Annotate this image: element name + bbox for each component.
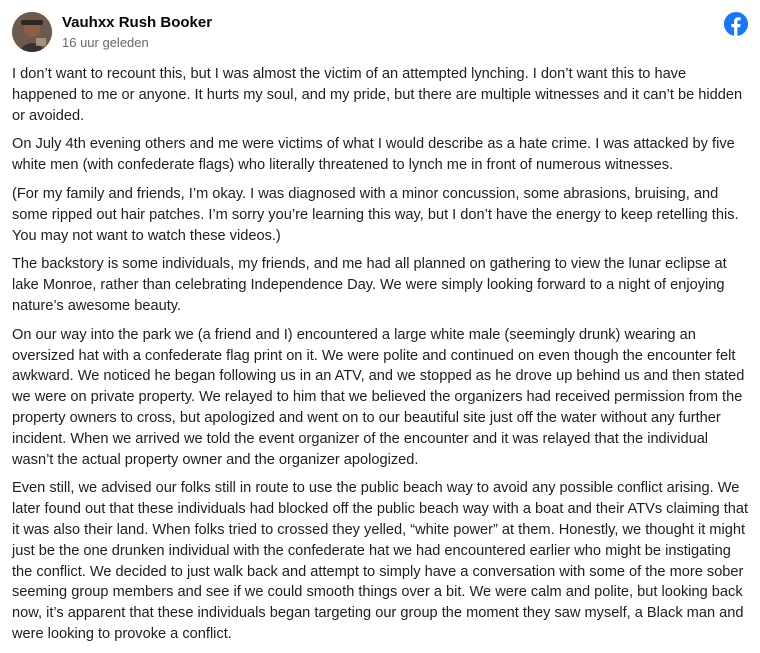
post-paragraph: On July 4th evening others and me were victims of what I would describe as a hate crime. I was attacked by five white men (with confederate flags) who literally threatened to lynch me in front of numerous witnesses.: [12, 136, 735, 174]
avatar-image: [12, 12, 52, 52]
post-paragraph: Even still, we advised our folks still in route to use the public beach way to avoid any possible conflict arising. We later found out that these individuals had blocked off the public beach way with a boat and their ATVs claiming that it was also their land. When folks tried to crossed they yelled, “white power” at them. Honestly, we thought it might just be the one drunken individual with the confederate hat we had encountered earlier who might be instigating the conflict. We decided to just walk back and attempt to simply have a conversation with some of the more sober seeming group members and see if we could smooth things over a bit. We were calm and polite, but looking back now, it’s apparent that these individuals began targeting our group the moment they saw myself, a Black man and were looking to provoke a conflict.: [12, 480, 749, 642]
facebook-icon[interactable]: [724, 12, 748, 36]
post-paragraph: I don’t want to recount this, but I was almost the victim of an attempted lynching. I don’t want this to have happened to me or anyone. It hurts my soul, and my pride, but there are multiple witnesses and it can’t be hidden or avoided.: [12, 66, 743, 124]
post-paragraph: On our way into the park we (a friend and I) encountered a large white male (seemingly drunk) wearing an oversized hat with a confederate flag print on it. We were polite and continued on even though the encounter felt awkward. We noticed he began following us in an ATV, and we stopped as he drove up behind us and then stated we were on private property. We relayed to him that we believed the organizers had received permission from the property owners to cross, but apologized and went on to our beautiful site just off the water without any further incident. When we arrived we told the event organizer of the encounter and it was relayed that the individual wasn’t the actual property owner and the organizer apologized.: [12, 326, 745, 468]
post-timestamp[interactable]: 16 uur geleden: [62, 35, 149, 50]
author-avatar[interactable]: [12, 12, 52, 52]
post-header: [12, 12, 748, 54]
post-paragraph: (For my family and friends, I’m okay. I was diagnosed with a minor concussion, some abrasions, bruising, and some ripped out hair patches. I’m sorry you’re learning this way, but I don’t have the energy to keep retelling this. You may not want to watch these videos.): [12, 185, 739, 244]
post-paragraph: The backstory is some individuals, my friends, and me had all planned on gathering to view the lunar eclipse at lake Monroe, rather than celebrating Independence Day. We were simply looking forward to a night of enjoying nature’s awesome beauty.: [12, 256, 727, 314]
author-name[interactable]: Vauhxx Rush Booker: [62, 14, 213, 31]
post-body: [12, 64, 750, 653]
